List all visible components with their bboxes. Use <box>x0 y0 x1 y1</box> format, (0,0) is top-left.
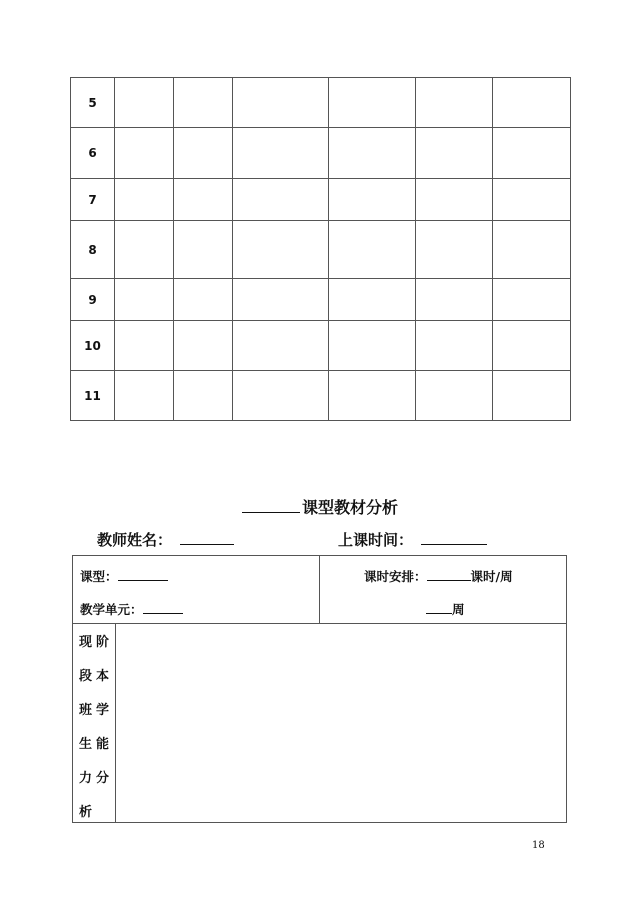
teacher-name-blank[interactable] <box>180 530 234 545</box>
row-number: 7 <box>71 179 115 221</box>
table-cell <box>329 221 416 279</box>
table-row <box>71 128 571 179</box>
table-cell <box>233 179 329 221</box>
table-cell <box>174 279 233 321</box>
table-cell <box>233 279 329 321</box>
table-cell <box>493 128 571 179</box>
table-cell <box>416 78 493 128</box>
schedule-unit: 课时/周 <box>470 569 513 584</box>
row-number: 8 <box>71 221 115 279</box>
table-cell <box>174 128 233 179</box>
class-time-field <box>338 529 487 550</box>
table-cell <box>493 221 571 279</box>
teacher-name-label: 教师姓名： <box>97 531 173 549</box>
table-row <box>71 179 571 221</box>
table-row <box>71 78 571 128</box>
week-field <box>426 600 465 618</box>
schedule-table <box>70 77 571 421</box>
form-title-text: 课型教材分析 <box>301 498 398 517</box>
analysis-label-line: 生能 <box>79 737 114 752</box>
table-cell <box>233 221 329 279</box>
analysis-content-area[interactable] <box>116 624 566 822</box>
table-cell <box>174 221 233 279</box>
course-type-field <box>80 567 168 585</box>
row-number: 10 <box>71 321 115 371</box>
table-cell <box>416 321 493 371</box>
table-cell <box>115 279 174 321</box>
analysis-label <box>79 626 113 830</box>
analysis-label-line: 班学 <box>79 703 114 718</box>
analysis-form <box>72 555 567 823</box>
form-title <box>0 495 640 518</box>
table-cell <box>493 78 571 128</box>
schedule-blank[interactable] <box>427 569 471 581</box>
row-number: 11 <box>71 371 115 421</box>
table-cell <box>115 371 174 421</box>
table-cell <box>329 321 416 371</box>
table-row <box>71 321 571 371</box>
table-cell <box>115 128 174 179</box>
table-cell <box>115 321 174 371</box>
row-number: 9 <box>71 279 115 321</box>
table-cell <box>416 221 493 279</box>
table-cell <box>416 279 493 321</box>
table-cell <box>329 179 416 221</box>
table-cell <box>115 78 174 128</box>
analysis-label-line: 力分 <box>79 771 114 786</box>
analysis-label-line: 析 <box>79 805 97 820</box>
class-time-label: 上课时间： <box>338 531 414 549</box>
table-cell <box>233 321 329 371</box>
table-cell <box>233 371 329 421</box>
table-cell <box>233 78 329 128</box>
table-cell <box>329 279 416 321</box>
class-time-blank[interactable] <box>421 530 487 545</box>
row-number: 5 <box>71 78 115 128</box>
teaching-unit-label: 教学单元： <box>80 602 143 617</box>
table-cell <box>233 128 329 179</box>
table-cell <box>329 128 416 179</box>
course-type-blank[interactable] <box>118 569 168 581</box>
table-cell <box>493 371 571 421</box>
analysis-label-line: 现阶 <box>79 635 114 650</box>
table-row <box>71 279 571 321</box>
analysis-label-line: 段本 <box>79 669 114 684</box>
table-row <box>71 221 571 279</box>
teacher-name-field <box>97 529 234 550</box>
table-cell <box>416 371 493 421</box>
table-cell <box>329 371 416 421</box>
teaching-unit-blank[interactable] <box>143 602 183 614</box>
teaching-unit-field <box>80 600 183 618</box>
title-blank[interactable] <box>242 498 300 513</box>
schedule-label: 课时安排： <box>364 569 427 584</box>
table-cell <box>115 179 174 221</box>
divider <box>319 556 320 623</box>
table-cell <box>174 321 233 371</box>
table-cell <box>174 179 233 221</box>
table-cell <box>174 371 233 421</box>
table-cell <box>493 179 571 221</box>
table-cell <box>416 128 493 179</box>
table-cell <box>329 78 416 128</box>
table-cell <box>493 321 571 371</box>
schedule-field <box>364 567 513 585</box>
week-blank[interactable] <box>426 602 452 614</box>
table-cell <box>416 179 493 221</box>
table-cell <box>115 221 174 279</box>
page-number: 18 <box>532 840 545 851</box>
week-unit: 周 <box>452 602 465 617</box>
table-cell <box>493 279 571 321</box>
table-row <box>71 371 571 421</box>
row-number: 6 <box>71 128 115 179</box>
course-type-label: 课型： <box>80 569 118 584</box>
table-cell <box>174 78 233 128</box>
